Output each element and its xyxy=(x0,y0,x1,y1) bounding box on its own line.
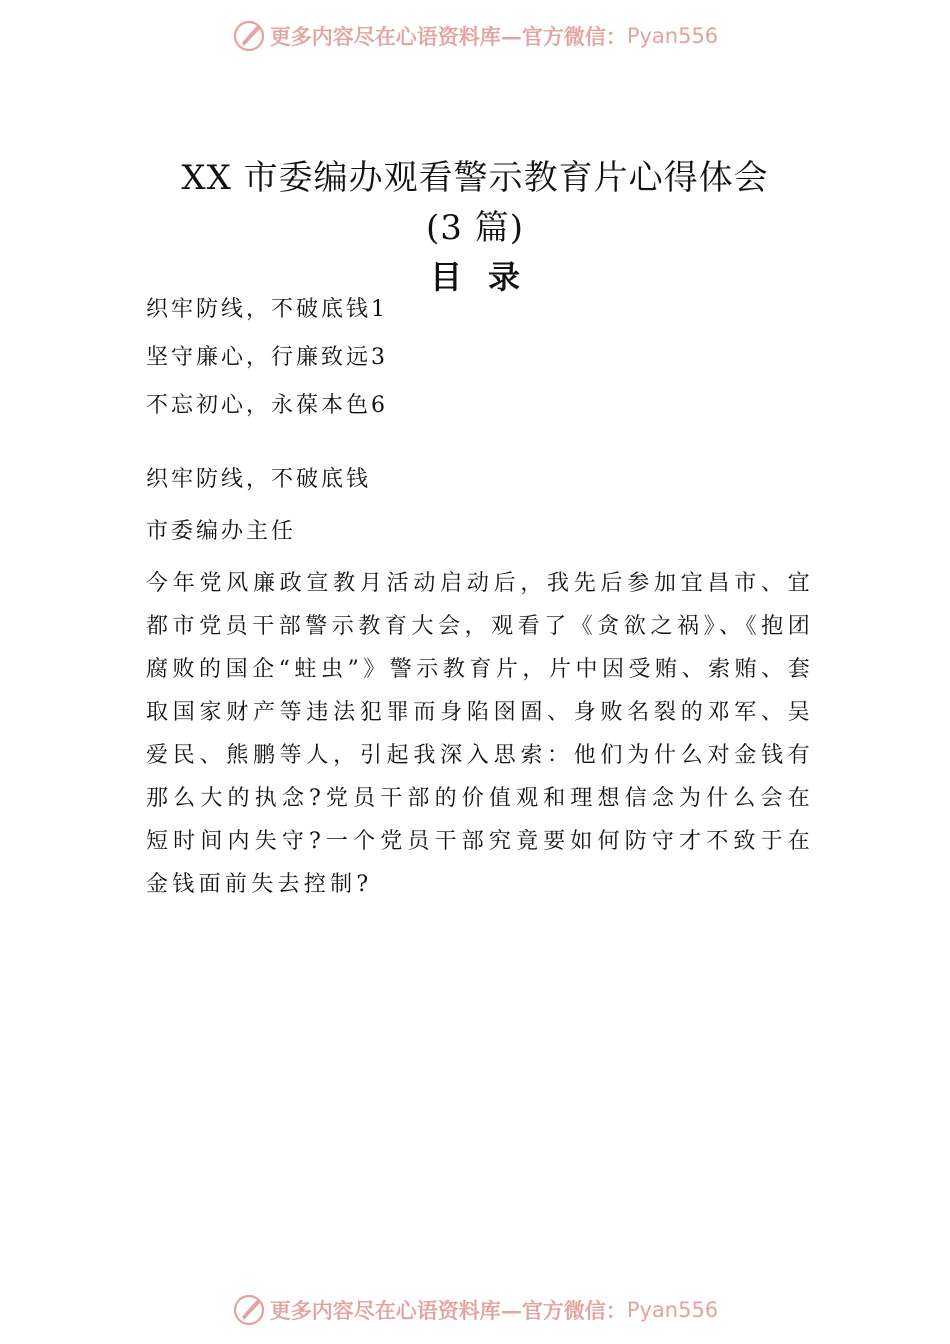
toc-item[interactable]: 不忘初心，永葆本色6 xyxy=(146,393,388,418)
document-title: XX 市委编办观看警示教育片心得体会 xyxy=(181,158,769,198)
section-title: 织牢防线，不破底钱 xyxy=(146,467,372,492)
toc-item[interactable]: 坚守廉心，行廉致远3 xyxy=(146,345,388,370)
banner-wechat-id: Pyan556 xyxy=(626,24,719,48)
table-of-contents xyxy=(146,294,388,438)
toc-item[interactable]: 织牢防线，不破底钱1 xyxy=(146,297,388,322)
header-watermark-banner xyxy=(0,16,950,56)
pen-logo-icon xyxy=(232,1293,266,1327)
body-paragraph: 今年党风廉政宣教月活动启动后，我先后参加宜昌市、宜都市党员干部警示教育大会，观看了《贪欲之祸》、《抱团腐败的国企“蛀虫”》警示教育片，片中因受贿、索贿、套取国家财产等违法犯罪而身陷囹圄、身败名裂的邓军、吴爱民、熊鹏等人，引起我深入思索：他们为什么对金钱有那么大的执念?党员干部的价值观和理想信念为什么会在短时间内失守?一个党员干部究竟要如何防守才不致于在金钱面前失去控制? xyxy=(146,571,814,897)
banner-wechat-id: Pyan556 xyxy=(626,1298,719,1322)
banner-wechat-label: 官方微信： xyxy=(521,24,627,49)
banner-wechat-label: 官方微信： xyxy=(521,1298,627,1323)
document-title-count: (3 篇) xyxy=(426,208,524,248)
banner-separator: — xyxy=(500,23,522,49)
footer-watermark-banner xyxy=(0,1290,950,1330)
toc-heading: 目录 xyxy=(429,258,546,296)
banner-text: 更多内容尽在心语资料库 xyxy=(269,24,501,49)
pen-logo-icon xyxy=(232,19,266,53)
banner-separator: — xyxy=(500,1297,522,1323)
author-line: 市委编办主任 xyxy=(146,519,297,544)
banner-text: 更多内容尽在心语资料库 xyxy=(269,1298,501,1323)
